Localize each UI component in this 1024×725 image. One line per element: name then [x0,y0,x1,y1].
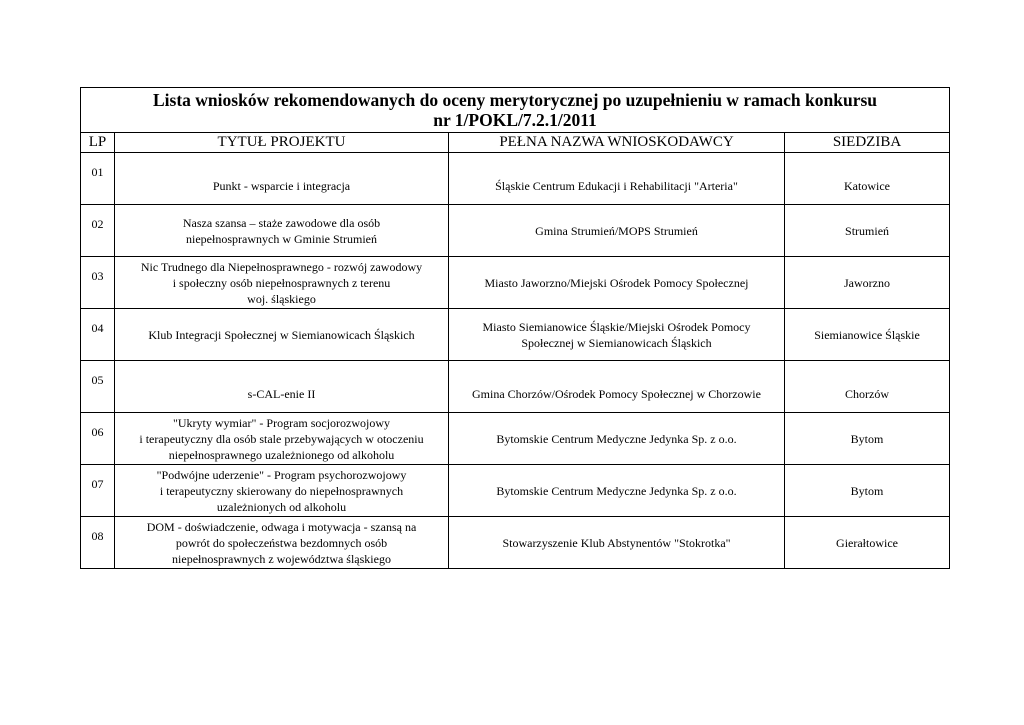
row-project-title-line: DOM - doświadczenie, odwaga i motywacja - szansą na [146,519,417,534]
row-project-title-line: Klub Integracji Społecznej w Siemianowicach Śląskich [148,327,415,342]
row-applicant-name-line: Stowarzyszenie Klub Abstynentów "Stokrotka" [502,535,731,550]
row-applicant-name-line: Gmina Strumień/MOPS Strumień [535,223,698,238]
row-project-title [115,413,449,465]
row-project-title-line: powrót do społeczeństwa bezdomnych osób [175,535,388,550]
row-applicant-name [449,205,785,257]
row-project-title [115,517,449,569]
row-seat: Jaworzno [785,257,950,309]
row-project-title-line: "Ukryty wymiar" - Program socjorozwojowy [172,415,391,430]
row-applicant-name-line: Społecznej w Siemianowicach Śląskich [521,335,712,350]
row-seat: Strumień [785,205,950,257]
table-row [81,257,950,309]
header-lp: LP [81,133,115,153]
row-project-title-line: niepełnosprawnych z województwa śląskiego [172,551,391,566]
row-project-title-line: woj. śląskiego [247,291,316,306]
row-project-title-line: Punkt - wsparcie i integracja [212,178,351,193]
row-lp: 03 [81,257,115,309]
table-title [81,88,950,133]
applications-table [80,87,950,569]
table-row [81,309,950,361]
row-applicant-name [449,413,785,465]
table-row [81,465,950,517]
table-title-row [81,88,950,133]
row-project-title [115,465,449,517]
table-row [81,361,950,413]
row-project-title [115,205,449,257]
row-seat: Chorzów [785,361,950,413]
row-applicant-name-line: Śląskie Centrum Edukacji i Rehabilitacji "Arteria" [495,178,738,193]
row-seat: Gierałtowice [785,517,950,569]
row-applicant-name-line: Gmina Chorzów/Ośrodek Pomocy Społecznej w Chorzowie [472,386,761,401]
table-row [81,153,950,205]
row-project-title-line: niepełnosprawnego uzależnionego od alkoholu [168,447,395,462]
row-applicant-name [449,465,785,517]
row-applicant-name [449,309,785,361]
table-row [81,517,950,569]
row-lp: 02 [81,205,115,257]
row-project-title-line: uzależnionych od alkoholu [216,499,347,514]
header-project-title: TYTUŁ PROJEKTU [115,133,449,153]
row-lp: 08 [81,517,115,569]
row-applicant-name [449,257,785,309]
row-project-title [115,153,449,205]
row-project-title-line: Nasza szansa – staże zawodowe dla osób [182,215,381,230]
header-seat: SIEDZIBA [785,133,950,153]
table-title-line-2: nr 1/POKL/7.2.1/2011 [433,110,597,130]
row-applicant-name-line: Bytomskie Centrum Medyczne Jedynka Sp. z o.o. [496,431,737,446]
row-lp: 01 [81,153,115,205]
table-row [81,413,950,465]
header-applicant-name: PEŁNA NAZWA WNIOSKODAWCY [449,133,785,153]
row-applicant-name-line: Bytomskie Centrum Medyczne Jedynka Sp. z o.o. [496,483,737,498]
row-project-title-line: niepełnosprawnych w Gminie Strumień [186,231,377,246]
row-project-title-line: s-CAL-enie II [247,386,316,401]
table-row [81,205,950,257]
table-body [81,153,950,569]
row-project-title-line: Nic Trudnego dla Niepełnosprawnego - rozwój zawodowy [140,259,423,274]
row-lp: 04 [81,309,115,361]
row-applicant-name-line: Miasto Jaworzno/Miejski Ośrodek Pomocy Społecznej [484,275,749,290]
row-seat: Siemianowice Śląskie [785,309,950,361]
table-title-line-1: Lista wniosków rekomendowanych do oceny merytorycznej po uzupełnieniu w ramach konkursu [153,90,878,110]
row-project-title [115,257,449,309]
row-project-title-line: i terapeutyczny dla osób stale przebywających w otoczeniu [139,431,424,446]
row-lp: 05 [81,361,115,413]
row-applicant-name [449,153,785,205]
row-lp: 07 [81,465,115,517]
row-applicant-name [449,517,785,569]
row-applicant-name [449,361,785,413]
row-project-title-line: i społeczny osób niepełnosprawnych z terenu [172,275,391,290]
row-project-title-line: "Podwójne uderzenie" - Program psychorozwojowy [156,467,407,482]
row-project-title-line: i terapeutyczny skierowany do niepełnosprawnych [159,483,404,498]
row-seat: Bytom [785,413,950,465]
row-seat: Katowice [785,153,950,205]
row-seat: Bytom [785,465,950,517]
row-applicant-name-line: Miasto Siemianowice Śląskie/Miejski Ośrodek Pomocy [482,319,751,334]
row-project-title [115,309,449,361]
table-header-row [81,133,950,153]
row-project-title [115,361,449,413]
row-lp: 06 [81,413,115,465]
